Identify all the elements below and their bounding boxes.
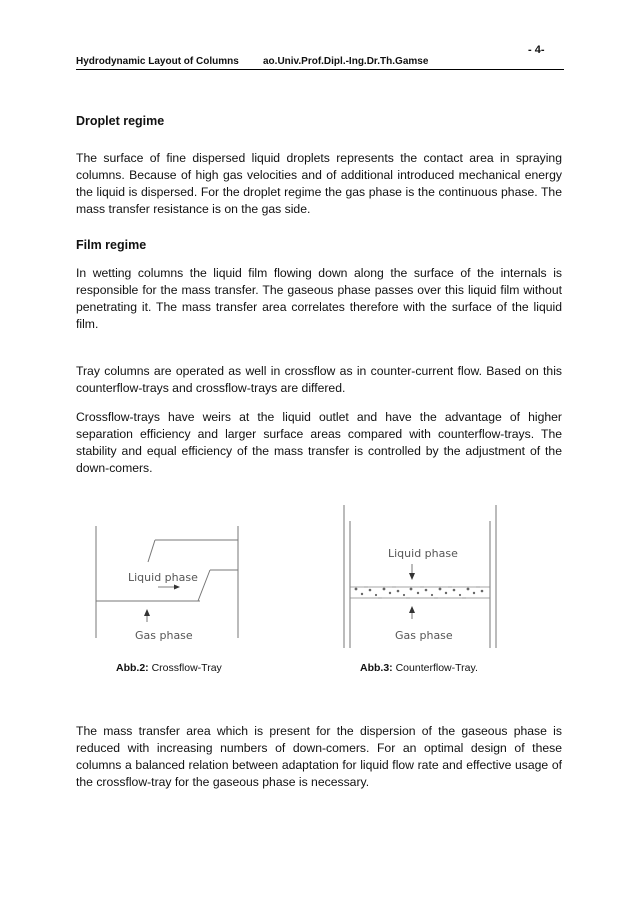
caption-crossflow bbox=[116, 662, 222, 674]
crossflow-tray-diagram bbox=[90, 518, 250, 648]
liquid-arrow-head bbox=[174, 585, 180, 590]
heading-droplet-regime: Droplet regime bbox=[76, 114, 165, 128]
counterflow-tray-diagram bbox=[340, 503, 505, 653]
crossflow-liquid-label: Liquid phase bbox=[128, 571, 198, 584]
caption-crossflow-label: Abb.2: bbox=[116, 662, 149, 674]
liquid-arrow-head bbox=[409, 573, 415, 580]
heading-film-regime: Film regime bbox=[76, 238, 147, 252]
gas-arrow-head bbox=[409, 606, 415, 613]
crossflow-gas-label: Gas phase bbox=[135, 629, 193, 642]
dispersion-dashes bbox=[364, 587, 480, 598]
gas-arrow-head bbox=[144, 609, 150, 616]
paragraph-mass-transfer-area: The mass transfer area which is present for the dispersion of the gaseous phase is reduced with increasing numbers of down-comers. For an optimal design of these columns a balanced relation between adaptation for liquid flow rate and effective usage of the crossflow-tray for the gaseous phase is necessary. bbox=[76, 724, 562, 789]
header-author: ao.Univ.Prof.Dipl.-Ing.Dr.Th.Gamse bbox=[263, 56, 429, 67]
inlet-chute bbox=[148, 540, 155, 562]
counterflow-liquid-label: Liquid phase bbox=[388, 547, 458, 560]
caption-counterflow-text: Counterflow-Tray. bbox=[392, 662, 478, 674]
counterflow-gas-label: Gas phase bbox=[395, 629, 453, 642]
dispersion-dots bbox=[355, 588, 484, 597]
header-rule bbox=[76, 69, 564, 70]
header-title: Hydrodynamic Layout of Columns bbox=[76, 56, 239, 67]
caption-counterflow bbox=[360, 662, 478, 674]
paragraph-crossflow-trays: Crossflow-trays have weirs at the liquid outlet and have the advantage of higher separation efficiency and larger surface areas compared with counterflow-trays. The stability and equal efficiency of the mass transfer is controlled by the adjustment of the down-comers. bbox=[76, 410, 562, 475]
outlet-chute bbox=[198, 570, 210, 601]
caption-counterflow-label: Abb.3: bbox=[360, 662, 393, 674]
paragraph-film-regime: In wetting columns the liquid film flowing down along the surface of the internals is responsible for the mass transfer. The gaseous phase passes over this liquid film without penetrating it. The mass transfer area correlates therefore with the surface of the liquid film. bbox=[76, 266, 562, 331]
paragraph-droplet-regime: The surface of fine dispersed liquid droplets represents the contact area in spraying columns. Because of high gas velocities and of additional introduced mechanical energy the liquid is dispersed. For the droplet regime the gas phase is the continuous phase. The mass transfer resistance is on the gas side. bbox=[76, 151, 562, 216]
caption-crossflow-text: Crossflow-Tray bbox=[148, 662, 222, 674]
page-number: - 4- bbox=[528, 44, 545, 56]
paragraph-tray-columns: Tray columns are operated as well in crossflow as in counter-current flow. Based on this counterflow-trays and crossflow-trays are differed. bbox=[76, 364, 562, 395]
